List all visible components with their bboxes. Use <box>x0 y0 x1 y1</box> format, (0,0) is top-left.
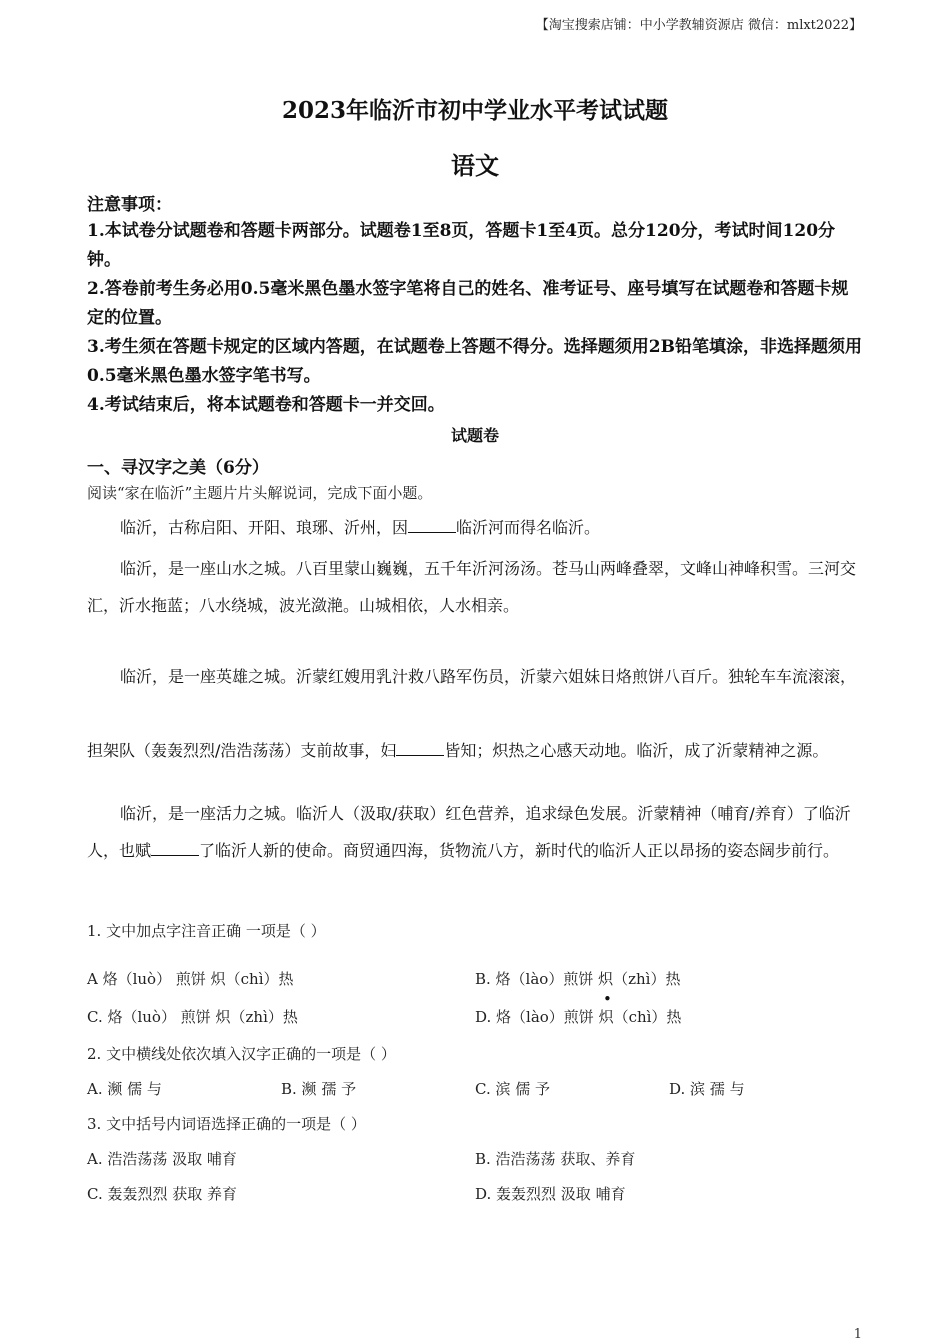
question-2-option-a: A. 濒 儒 与 <box>87 1080 162 1098</box>
passage-text: 了临沂人新的使命。商贸通四海，货物流八方，新时代的临沂人正以昂扬的姿态阔步前行。 <box>199 841 840 860</box>
passage-text: 滚，担架队（轰轰烈烈/浩浩荡荡）支前故事，妇 <box>87 667 857 760</box>
notice-heading: 注意事项： <box>87 195 172 215</box>
paper-heading: 试题卷 <box>450 426 499 445</box>
question-3-option-d: D. 轰轰烈烈 汲取 哺育 <box>475 1185 626 1203</box>
passage-paragraph-4 <box>87 795 865 869</box>
question-3-stem: 3. 文中括号内词语选择正确的一项是（ ） <box>87 1115 366 1133</box>
passage-paragraph-3 <box>87 640 865 788</box>
passage-text: 临沂，是一座活力之城。临沂人（汲取/获取）红色营养，追求绿色发展。沂蒙精神（哺育/养育）了临沂人，也赋 <box>87 804 851 860</box>
passage-text: 临沂河而得名临沂。 <box>456 518 601 537</box>
passage-text: 临沂，古称启阳、开阳、琅琊、沂州，因 <box>120 518 409 537</box>
section-instruction: 阅读“家在临沂”主题片片头解说词，完成下面小题。 <box>87 484 433 502</box>
passage-text: 皆知；炽热之心感天动地。临沂，成了沂蒙精神之 <box>444 741 797 760</box>
question-3-option-c: C. 轰轰烈烈 获取 养育 <box>87 1185 238 1203</box>
question-3-option-b: B. 浩浩荡荡 获取、养育 <box>475 1150 636 1168</box>
notice-list <box>87 217 865 420</box>
section-heading: 一、寻汉字之美（6分） <box>87 458 269 478</box>
notice-item: 4.考试结束后，将本试题卷和答题卡一并交回。 <box>87 395 445 415</box>
question-1-stem: 1. 文中加点字注音正确 一项是（ ） <box>87 922 326 940</box>
emphasis-dot-icon: • <box>603 990 612 1008</box>
notice-item: 2.答卷前考生务必用0.5毫米黑色墨水签字笔将自己的姓名、准考证号、座号填写在试题卷和答题卡规定的位置。 <box>87 279 849 328</box>
question-2-option-b: B. 濒 孺 予 <box>281 1080 357 1098</box>
header-note: 【淘宝搜索店铺：中小学教辅资源店 微信：mlxt2022】 <box>535 18 862 33</box>
fill-blank <box>396 741 444 756</box>
notice-item: 1.本试卷分试题卷和答题卡两部分。试题卷1至8页，答题卡1至4页。总分120分，考试时间120分钟。 <box>87 221 836 270</box>
passage-text: 源。 <box>796 741 829 760</box>
question-2-option-d: D. 滨 孺 与 <box>669 1080 745 1098</box>
fill-blank <box>408 518 456 533</box>
question-1-option-a: A 烙（luò） 煎饼 炽（chì）热 <box>87 970 294 988</box>
passage-paragraph-1 <box>87 515 865 538</box>
notice-item: 3.考生须在答题卡规定的区域内答题，在试题卷上答题不得分。选择题须用2B铅笔填涂，非选择题须用0.5毫米黑色墨水签字笔书写。 <box>87 337 862 386</box>
fill-blank <box>151 841 199 856</box>
passage-paragraph-2: 临沂，是一座山水之城。八百里蒙山巍巍，五千年沂河汤汤。苍马山两峰叠翠，文峰山神峰积雪。三河交汇，沂水拖蓝；八水绕城，波光潋滟。山城相依，人水相亲。 <box>87 559 857 615</box>
question-1-option-c: C. 烙（luò） 煎饼 炽（zhì）热 <box>87 1008 298 1026</box>
question-2-stem: 2. 文中横线处依次填入汉字正确的一项是（ ） <box>87 1045 396 1063</box>
question-3-option-a: A. 浩浩荡荡 汲取 哺育 <box>87 1150 237 1168</box>
question-1-option-b: B. 烙（lào）煎饼 炽（zhì）热 <box>475 970 681 988</box>
question-2-option-c: C. 滨 儒 予 <box>475 1080 551 1098</box>
question-1-option-d: D. 烙（lào）煎饼 炽（chì）热 <box>475 1008 682 1026</box>
subject-title: 语文 <box>451 151 499 180</box>
page-title: 2023年临沂市初中学业水平考试试题 <box>281 97 668 124</box>
page-number: 1 <box>853 1327 862 1342</box>
passage-text: 临沂，是一座英雄之城。沂蒙红嫂用乳汁救八路军伤员，沂蒙六姐妹日烙煎饼八百斤。独轮车车流滚 <box>120 667 825 686</box>
